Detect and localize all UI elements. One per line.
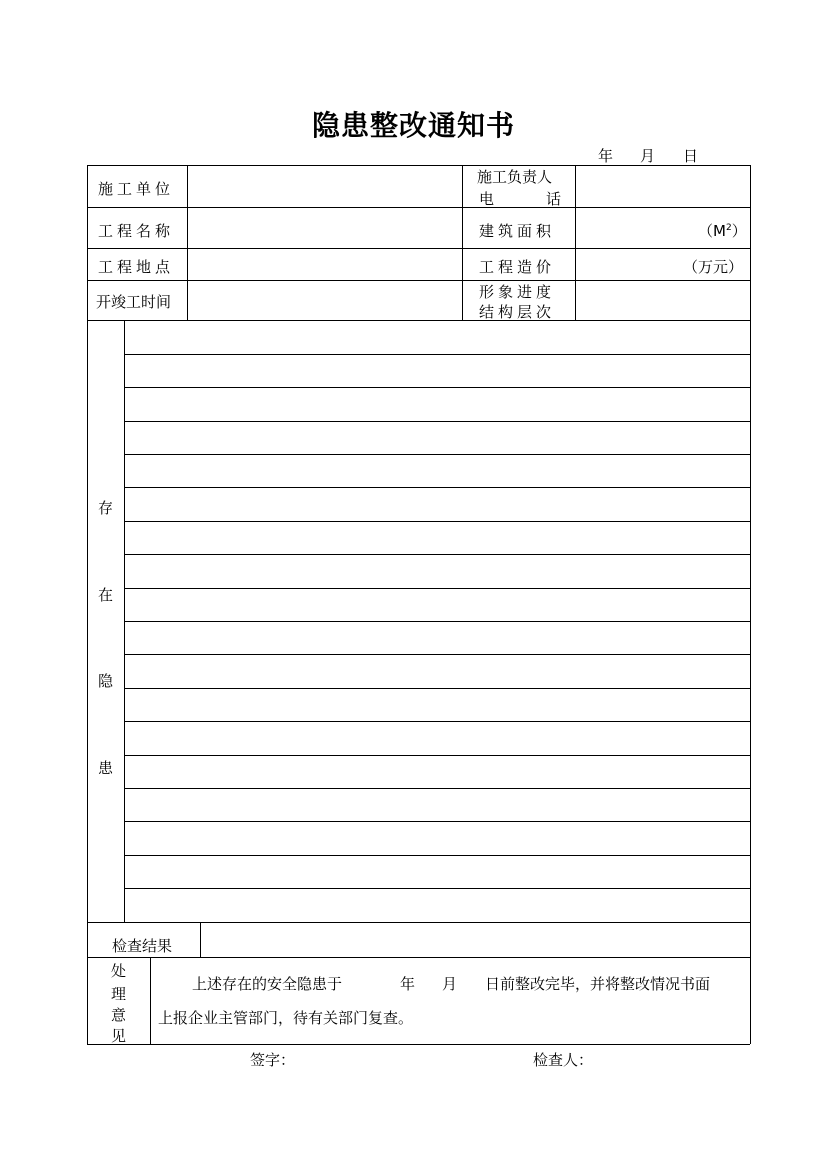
building-area-unit: $(M^2)$ bbox=[698, 222, 747, 240]
hazard-line bbox=[124, 588, 750, 589]
col-divider bbox=[200, 922, 201, 957]
handling-label-char: 理 bbox=[111, 985, 127, 1003]
inspection-result-label: 检查结果 bbox=[112, 937, 173, 955]
handling-text-part2: 日前整改完毕，并将整改情况书面 bbox=[485, 975, 711, 993]
hazard-line bbox=[124, 755, 750, 756]
construction-unit-label: 施工单位 bbox=[98, 180, 175, 198]
hazard-line bbox=[124, 688, 750, 689]
hazards-label-char: 存 bbox=[98, 499, 114, 517]
hazard-line bbox=[124, 821, 750, 822]
hazard-line bbox=[124, 888, 750, 889]
hazards-label-char: 患 bbox=[98, 759, 114, 777]
handling-label-char: 处 bbox=[111, 962, 127, 980]
col-divider bbox=[575, 165, 576, 320]
handling-text-part1: 上述存在的安全隐患于 bbox=[192, 975, 343, 993]
manager-label: 施工负责人 bbox=[477, 168, 553, 186]
date-year: 年 bbox=[598, 147, 614, 165]
project-cost-label: 工程造价 bbox=[479, 258, 556, 276]
handling-text-line2: 上报企业主管部门，待有关部门复查。 bbox=[158, 1009, 414, 1027]
hazard-line bbox=[124, 454, 750, 455]
hazards-label-char: 隐 bbox=[98, 672, 114, 690]
signature-label: 签字： bbox=[250, 1051, 296, 1069]
hazard-line bbox=[124, 721, 750, 722]
row-divider bbox=[87, 320, 750, 321]
handling-label-char: 意 bbox=[111, 1006, 127, 1024]
hazard-line bbox=[124, 855, 750, 856]
start-end-time-label: 开竣工时间 bbox=[96, 293, 172, 311]
handling-text-year: 年 bbox=[400, 975, 416, 993]
project-cost-unit: （万元） bbox=[683, 258, 744, 276]
page-title: 隐患整改通知书 bbox=[311, 109, 515, 142]
hazard-line bbox=[124, 621, 750, 622]
project-location-label: 工程地点 bbox=[98, 258, 175, 276]
project-name-label: 工程名称 bbox=[98, 222, 175, 240]
col-divider bbox=[150, 957, 151, 1044]
row-divider bbox=[87, 957, 750, 958]
col-divider bbox=[187, 165, 188, 320]
table-border-bottom bbox=[87, 1044, 750, 1045]
col-divider bbox=[462, 165, 463, 320]
hazard-line bbox=[124, 354, 750, 355]
hazards-label-char: 在 bbox=[98, 586, 114, 604]
table-border-left bbox=[87, 165, 88, 1044]
structure-label: 结构层次 bbox=[479, 303, 556, 321]
row-divider bbox=[87, 922, 750, 923]
hazard-line bbox=[124, 788, 750, 789]
phone-label-first: 电 bbox=[479, 190, 495, 208]
hazard-line bbox=[124, 387, 750, 388]
hazard-line bbox=[124, 521, 750, 522]
handling-text-month: 月 bbox=[442, 975, 458, 993]
hazard-line bbox=[124, 554, 750, 555]
inspector-label: 检查人： bbox=[533, 1051, 594, 1069]
hazard-line bbox=[124, 421, 750, 422]
date-day: 日 bbox=[683, 147, 699, 165]
progress-label: 形象进度 bbox=[479, 283, 556, 301]
table-border-right bbox=[750, 165, 751, 1044]
building-area-label: 建筑面积 bbox=[479, 222, 556, 240]
hazard-line bbox=[124, 487, 750, 488]
date-month: 月 bbox=[640, 147, 656, 165]
handling-label-char: 见 bbox=[111, 1027, 127, 1045]
phone-label-second: 话 bbox=[546, 190, 562, 208]
hazard-line bbox=[124, 654, 750, 655]
